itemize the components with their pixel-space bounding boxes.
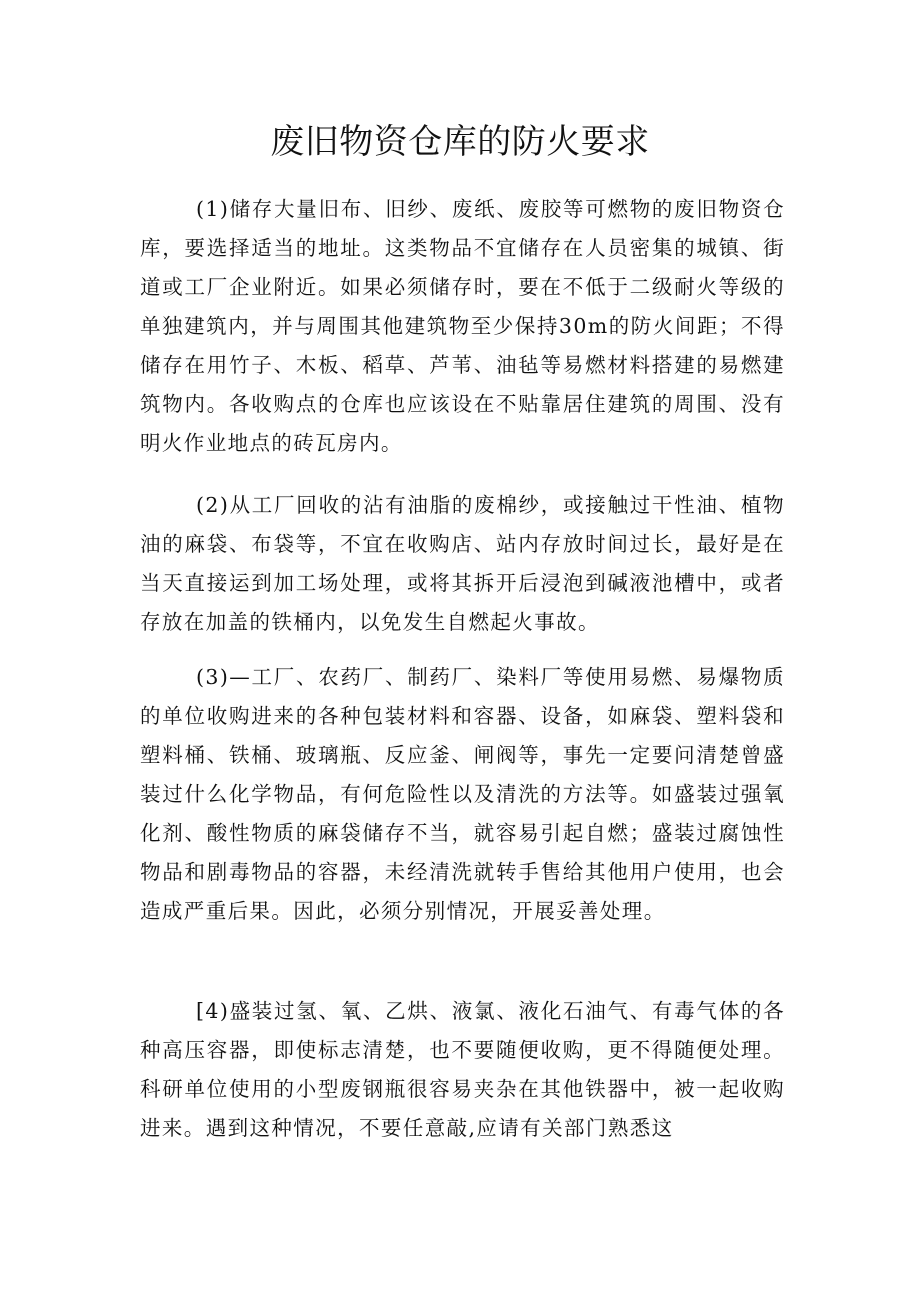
paragraph-4: [4)盛装过氢、氧、乙烘、液氯、液化石油气、有毒气体的各种高压容器，即使标志清楚，也不要随便收购，更不得随便处理。科研单位使用的小型废钢瓶很容易夹杂在其他铁器中，被一起收购进来。遇到这种情况，不要任意敲,应请有关部门熟悉这 — [140, 999, 785, 1140]
paragraph-1: (1)储存大量旧布、旧纱、废纸、废胶等可燃物的废旧物资仓库，要选择适当的地址。这类物品不宜储存在人员密集的城镇、街道或工厂企业附近。如果必须储存时，要在不低于二级耐火等级的单独建筑内，并与周围其他建筑物至少保持30m的防火间距；不得储存在用竹子、木板、稻草、芦苇、油毡等易燃材料搭建的易燃建筑物内。各收购点的仓库也应该设在不贴靠居住建筑的周围、没有明火作业地点的砖瓦房内。 — [140, 197, 785, 455]
document-title: 废旧物资仓库的防火要求 — [270, 122, 650, 162]
paragraph-2: (2)从工厂回收的沾有油脂的废棉纱，或接触过干性油、植物油的麻袋、布袋等，不宜在收购店、站内存放时间过长，最好是在当天直接运到加工场处理，或将其拆开后浸泡到碱液池槽中，或者存放在加盖的铁桶内，以免发生自燃起火事故。 — [140, 493, 785, 634]
paragraph-3: (3)—工厂、农药厂、制药厂、染料厂等使用易燃、易爆物质的单位收购进来的各种包装材料和容器、设备，如麻袋、塑料袋和塑料桶、铁桶、玻璃瓶、反应釜、闸阀等，事先一定要问清楚曾盛装过什么化学物品，有何危险性以及清洗的方法等。如盛装过强氧化剂、酸性物质的麻袋储存不当，就容易引起自燃；盛装过腐蚀性物品和剧毒物品的容器，未经清洗就转手售给其他用户使用，也会造成严重后果。因此，必须分别情况，开展妥善处理。 — [140, 665, 785, 923]
